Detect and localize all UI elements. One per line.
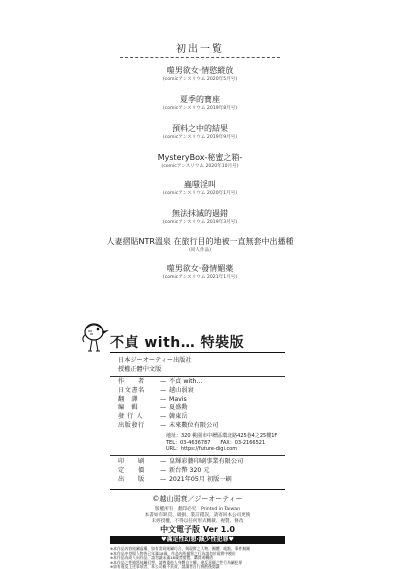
notice-line: ※本作品之性描寫純屬幻想，請尊重他人身體自主權，違反意願之性行為屬犯罪 — [110, 559, 243, 565]
credit-value: Mavis — [169, 395, 187, 403]
print-value: 2021年05月 初版一刷 — [169, 475, 232, 483]
print-row: 印 刷 — 皇輝彩藝印刷事業有限公司 — [118, 458, 244, 465]
credit-row: 翻 譯 — Mavis — [118, 395, 187, 403]
toc-entry-title: MysteryBox-秘蜜之箱- — [157, 153, 243, 162]
toc-entry — [0, 237, 400, 254]
toc-entry — [0, 209, 400, 226]
print-info — [118, 458, 293, 484]
rights-line: 本書如有缺頁、破損、裝訂錯誤，請寄回本公司更換 — [144, 513, 251, 518]
toc-entry-source: (同人作品) — [189, 248, 211, 253]
credit-row: 發 行 人 — 韓東岳 — [118, 413, 188, 421]
print-value: 新台幣 320 元 — [169, 466, 210, 474]
toc-entry — [0, 66, 400, 83]
toc-entry-source: (comicアンスリウム 2020年10月号) — [161, 164, 239, 169]
credit-label: 出版發行 — [118, 421, 145, 429]
rights-line: 未經授權，不得以任何形式轉載、複製、修改 — [151, 519, 244, 524]
credit-label: 翻 譯 — [118, 395, 139, 403]
book-title: 不貞 with… 特裝版 — [110, 335, 245, 351]
credit-value: 未來數位有限公司 — [169, 421, 219, 429]
section-divider — [110, 455, 285, 456]
address-line: 地址：320 桃園市中壢區環北路425巷4之25樓1F — [166, 433, 278, 439]
toc-divider — [120, 57, 280, 58]
warning-banner: ♥滿足性幻想‧減少性犯罪♥ — [110, 536, 285, 544]
toc-entry-source: (comicアンスリウム 2019年8月号) — [162, 106, 238, 111]
toc-entry-title: 無法抹滅的過錯 — [172, 209, 228, 218]
credit-value: 不貞 with… — [169, 378, 203, 385]
notice-line: ※本作品內容純屬虛構，如有雷同純屬巧合，與現實之人物、團體、地點、事件無關 — [110, 546, 250, 551]
toc-entry-title: 噬男欲女‧發情媚薬 — [166, 264, 234, 273]
rights-line: 版權所有 翻印必究 Printed in Taiwan — [155, 507, 240, 512]
toc-title: 初出一覧 — [176, 44, 224, 55]
toc-entry — [0, 264, 400, 281]
section-divider — [110, 376, 285, 377]
print-label: 出 版 — [118, 475, 145, 483]
toc-entry-title: 噬男欲女‧情慾縱放 — [166, 66, 234, 75]
print-label: 定 價 — [118, 466, 145, 474]
bird-mascot-icon — [78, 318, 110, 356]
credit-label: 發 行 人 — [118, 413, 143, 421]
phone-fax-line: TEL：03-4636787 FAX：03-2166521 — [166, 439, 266, 446]
toc-entry-source: (comicアンスリウム 2021年1月号) — [162, 275, 238, 280]
toc-entry-title: 預料之中的結果 — [172, 124, 228, 133]
credit-row: 作 者 — 不貞 with… — [118, 378, 203, 385]
notice-line: ※如有違反上述事項者，本公司概不負責，請讀者自行斟酌後閱讀 — [110, 564, 220, 569]
credit-label: 編 輯 — [118, 404, 139, 412]
credit-value: 夏盛勳 — [169, 404, 188, 412]
credit-label: 日文書名 — [118, 386, 145, 394]
publisher-name: 日本ジーオーティー出版社 — [118, 357, 192, 364]
toc-entry-source: (comicアンスリウム 2020年5月号) — [162, 77, 238, 82]
credit-label: 作 者 — [118, 378, 145, 385]
credits-list — [118, 378, 293, 431]
print-row: 定 價 — 新台幣 320 元 — [118, 466, 210, 474]
toc-entry-title: 蟲嗤淫叫 — [184, 180, 216, 189]
version-label: 中文電子版 Ver 1.0 — [160, 525, 235, 534]
toc-entry-title: 夏季的寶座 — [180, 95, 220, 104]
credit-row: 出版發行 — 未來數位有限公司 — [118, 421, 219, 429]
title-divider — [110, 352, 285, 353]
print-label: 印 刷 — [118, 458, 145, 465]
notice-line: ※本作品為成人向作品，請勿讓未滿18歲者閱覽、購買或轉借 — [110, 555, 213, 560]
notice-line: ※本作品中登場人物皆已年滿18歲，作品內所描寫之行為請勿於現實中模仿 — [110, 550, 236, 556]
copyright-line: ©越山弱衰／ジーオーティー — [152, 495, 243, 503]
print-value: 皇輝彩藝印刷事業有限公司 — [169, 458, 244, 465]
toc-entry-title: 人妻摺貼NTR溫泉 在旅行目的地被一直無套中出播種 — [106, 237, 294, 246]
section-divider — [110, 489, 285, 490]
credit-value: 韓東岳 — [169, 413, 188, 421]
toc-entry-source: (comicアンスリウム 2019年3月号) — [162, 220, 238, 225]
license-note: 授權正體中文版 — [118, 366, 162, 373]
toc-entry — [0, 180, 400, 197]
toc-entry — [0, 95, 400, 112]
toc-entry-source: (comicアンスリウム 2019年9月号) — [162, 135, 238, 140]
credit-row: 日文書名 — 越山弱衰 — [118, 386, 194, 394]
credit-row: 編 輯 — 夏盛勳 — [118, 404, 188, 412]
toc-entry — [0, 153, 400, 170]
print-row: 出 版 — 2021年05月 初版一刷 — [118, 475, 232, 483]
toc-entry — [0, 124, 400, 141]
publisher-address — [166, 433, 277, 453]
toc-entry-source: (comicアンスリウム 2020年1月号) — [162, 191, 238, 196]
credit-value: 越山弱衰 — [169, 386, 194, 394]
url-line: URL：https://future-digi.com — [166, 446, 238, 453]
